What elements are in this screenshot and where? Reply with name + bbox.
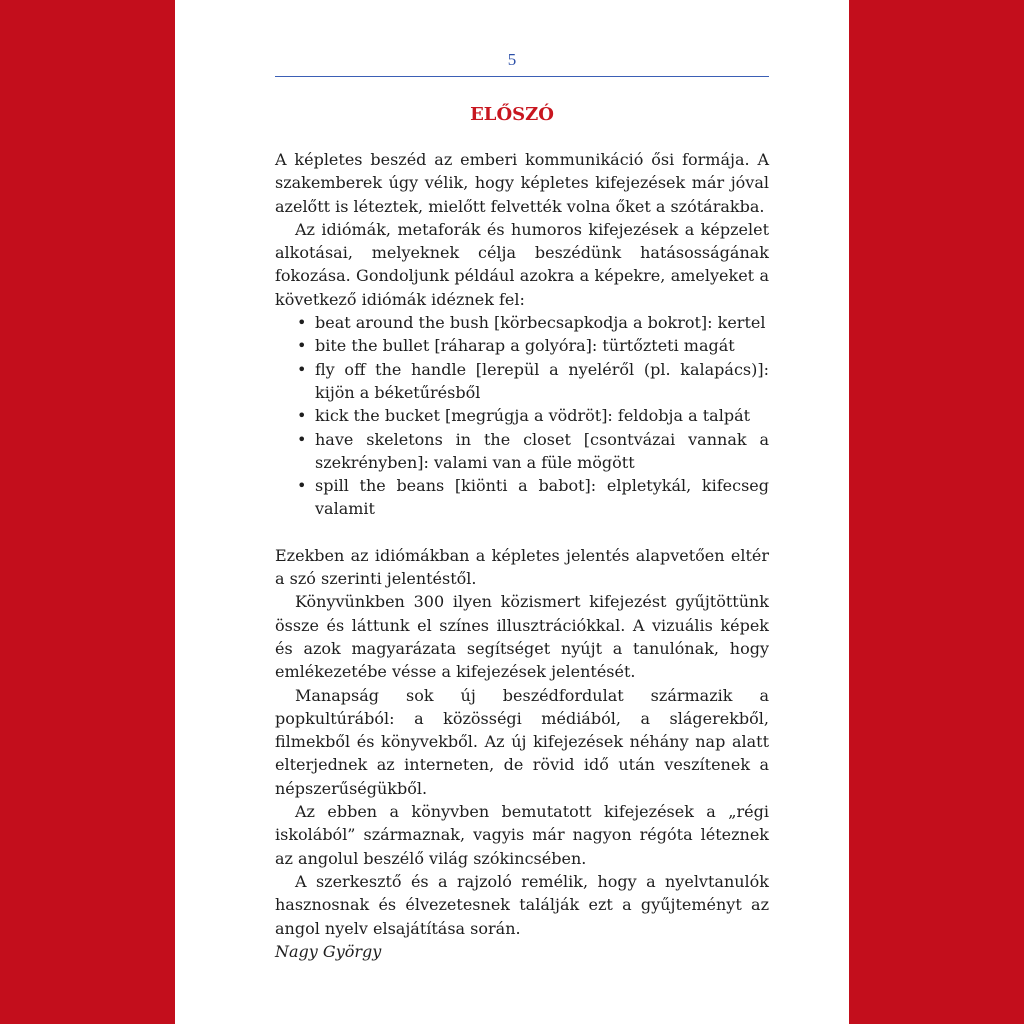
idiom-text: kick the bucket [megrúgja a vödröt]: feldobja a talpát bbox=[315, 406, 751, 426]
book-page bbox=[175, 0, 849, 1024]
author-signature: Nagy György bbox=[275, 941, 382, 961]
paragraph: Manapság sok új beszédfordulat származik a popkultúrából: a közösségi médiából, a slágerekből, filmekből és könyvekből. Az új kifejezések néhány nap alatt elterjednek az interneten, de rövid idő után veszítenek a népszerűségükből. bbox=[275, 685, 769, 798]
paragraph: Ezekben az idiómákban a képletes jelentés alapvetően eltér a szó szerinti jelentéstől. bbox=[275, 545, 769, 589]
bullet-icon: • bbox=[297, 313, 307, 333]
header-rule bbox=[275, 76, 769, 77]
bullet-icon: • bbox=[297, 476, 307, 496]
list-item bbox=[297, 404, 769, 427]
idiom-text: beat around the bush [körbecsapkodja a bokrot]: kertel bbox=[315, 313, 766, 333]
list-item bbox=[297, 311, 769, 334]
idiom-list bbox=[275, 311, 769, 521]
idiom-text: fly off the handle [lerepül a nyeléről (pl. kalapács)]: kijön a béketűrésből bbox=[315, 359, 769, 402]
bullet-icon: • bbox=[297, 406, 307, 426]
chapter-title: ELŐSZÓ bbox=[470, 104, 554, 125]
paragraph: Könyvünkben 300 ilyen közismert kifejezést gyűjtöttünk össze és láttunk el színes illusztrációkkal. A vizuális képek és azok magyarázata segítséget nyújt a tanulónak, hogy emlékezetébe vésse a kifejezések jelentését. bbox=[275, 592, 769, 682]
bullet-icon: • bbox=[297, 359, 307, 379]
list-item bbox=[297, 474, 769, 521]
bullet-icon: • bbox=[297, 429, 307, 449]
paragraph: Az idiómák, metaforák és humoros kifejezések a képzelet alkotásai, melyeknek célja beszédünk hatásosságának fokozása. Gondoljunk például azokra a képekre, amelyeket a következő idiómák idéznek fel: bbox=[275, 219, 769, 309]
idiom-text: have skeletons in the closet [csontvázai vannak a szekrényben]: valami van a füle mögött bbox=[315, 429, 769, 472]
paragraph: Az ebben a könyvben bemutatott kifejezések a „régi iskolából” származnak, vagyis már nagyon régóta léteznek az angolul beszélő világ szókincsében. bbox=[275, 802, 769, 868]
bullet-icon: • bbox=[297, 336, 307, 356]
idiom-text: spill the beans [kiönti a babot]: elpletykál, kifecseg valamit bbox=[315, 476, 769, 519]
list-item bbox=[297, 428, 769, 475]
page-number: 5 bbox=[507, 50, 517, 69]
section-spacer bbox=[275, 521, 769, 544]
paragraph: A szerkesztő és a rajzoló remélik, hogy a nyelvtanulók hasznosnak és élvezetesnek találják ezt a gyűjteményt az angol nyelv elsajátítása során. bbox=[275, 871, 769, 938]
paragraph: A képletes beszéd az emberi kommunikáció ősi formája. A szakemberek úgy vélik, hogy képletes kifejezések már jóval azelőtt is léteztek, mielőtt felvették volna őket a szótárakba. bbox=[275, 150, 769, 216]
idiom-text: bite the bullet [ráharap a golyóra]: türtőzteti magát bbox=[315, 336, 735, 356]
list-item bbox=[297, 358, 769, 405]
list-item bbox=[297, 334, 769, 357]
body-text bbox=[275, 148, 769, 963]
